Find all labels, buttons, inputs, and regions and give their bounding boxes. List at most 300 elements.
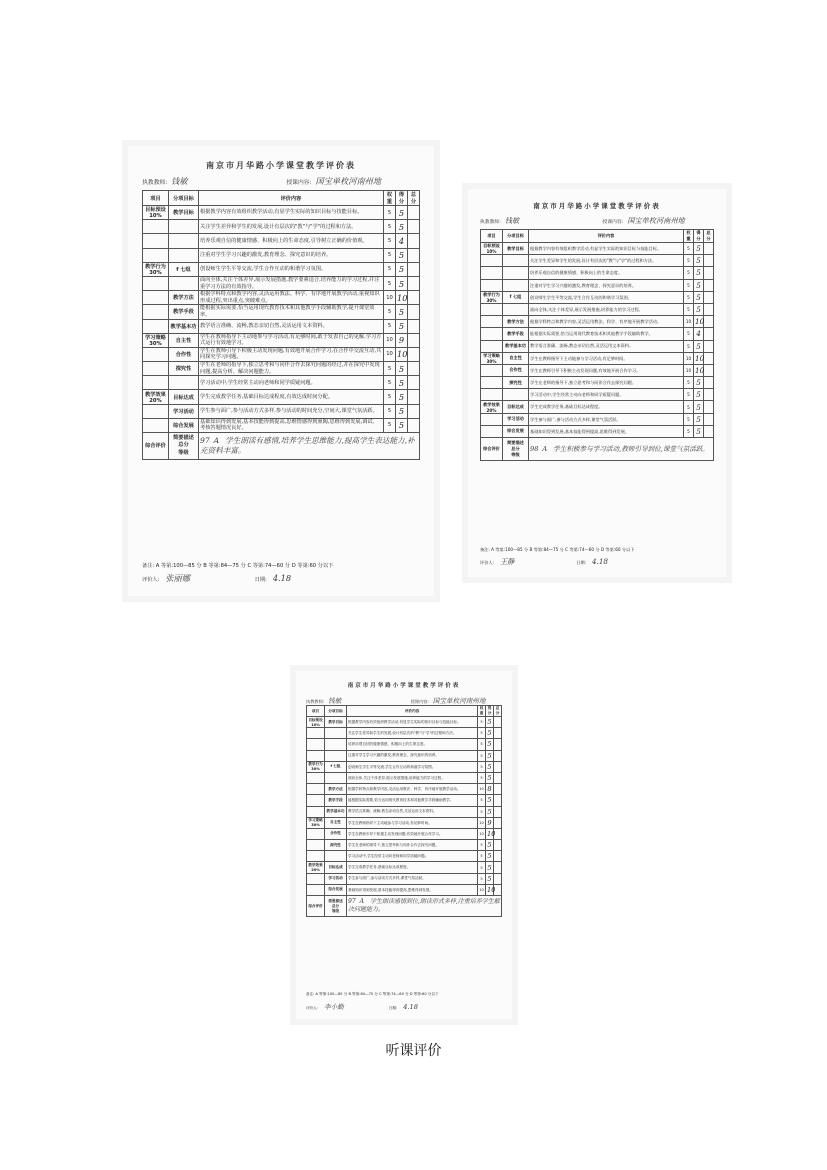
grading-notes: 备注: A 等第:100—85 分 B 等第:84—75 分 C 等第:74—60 分 D 等第:60 分以下 xyxy=(142,563,334,569)
table-row xyxy=(307,739,502,750)
criterion-text: 学生在教师引导下积极主动发现问题,有效地开展合作学习。 xyxy=(529,364,684,376)
table-row xyxy=(307,828,502,839)
score-cell: 5 xyxy=(396,262,408,276)
page-caption: 听课评价 xyxy=(385,1043,442,1059)
weight-cell: 5 xyxy=(684,401,694,413)
sub-objective-cell: 探究性 xyxy=(169,362,199,376)
score-cell: 10 xyxy=(695,353,705,363)
total-cell xyxy=(704,267,714,279)
criterion-text: 能根据实际需要,恰当运用现代教育技术和其他教学手段辅助教学,提升课堂效率。 xyxy=(199,305,384,319)
total-cell xyxy=(704,279,714,291)
evaluation-form-scan-1 xyxy=(122,140,440,602)
total-cell xyxy=(408,347,420,361)
reviewer-signature: 王静 xyxy=(499,557,515,566)
table-row xyxy=(143,362,420,376)
category-cell: 教学效果20% xyxy=(481,401,503,413)
score-cell: 5 xyxy=(694,401,704,413)
summary-labels xyxy=(325,896,347,917)
sub-objective-cell xyxy=(169,220,199,234)
sub-objective-cell: f 七组 xyxy=(169,262,199,276)
summary-label-total: 总分 xyxy=(331,903,340,908)
total-cell xyxy=(494,750,502,761)
weight-cell: 5 xyxy=(684,377,694,389)
paper-sheet xyxy=(468,189,726,577)
weight-cell: 5 xyxy=(478,739,486,750)
summary-row xyxy=(307,896,502,917)
sub-objective-cell: 综合发展 xyxy=(503,425,529,437)
category-cell xyxy=(307,851,325,862)
total-cell xyxy=(408,248,420,262)
weight-cell: 10 xyxy=(384,347,396,361)
table-row xyxy=(143,347,420,361)
column-header-content: 评价内容 xyxy=(529,230,684,243)
table-header-row xyxy=(481,230,714,243)
category-cell xyxy=(143,418,169,432)
total-score-written: 98 xyxy=(530,444,539,453)
comment-written: 学生朗读感情到位,朗读形式多样,注重培养学生解决问题能力。 xyxy=(348,898,500,914)
weight-cell: 5 xyxy=(478,795,486,806)
total-score-written: 97 xyxy=(348,898,356,906)
column-header-total: 总分 xyxy=(704,230,714,243)
score-cell: 5 xyxy=(396,248,408,262)
score-cell: 5 xyxy=(487,751,492,760)
weight-cell: 10 xyxy=(384,333,396,347)
teacher-name: 钱敏 xyxy=(171,176,188,186)
table-row xyxy=(307,750,502,761)
score-cell: 9 xyxy=(396,333,408,347)
score-cell: 5 xyxy=(694,291,704,303)
category-cell xyxy=(143,291,169,305)
score-cell: 5 xyxy=(694,267,704,279)
weight-cell: 5 xyxy=(684,243,694,255)
grading-notes: 备注: A 等第:100—85 分 B 等第:84—75 分 C 等第:74—60 分 D 等第:60 分以下 xyxy=(306,992,439,996)
criterion-text: 学生完成教学任务,基础目标达成程度,有效达成时间分配。 xyxy=(199,390,384,404)
total-cell xyxy=(494,728,502,739)
form-title: 南京市月华路小学课堂教学评价表 xyxy=(206,161,356,170)
criterion-text: 根据学科特点和教学内容,灵活运用教法、科学、有序地开展教学活动。 xyxy=(347,784,478,795)
criterion-text: 基础知识得到发展,基本技能得到提高,思维情感得到熏陶,思维得到发展,调试、考核答题情况良好。 xyxy=(199,418,384,432)
weight-cell: 5 xyxy=(684,255,694,267)
score-cell: 5 xyxy=(396,305,408,319)
total-cell xyxy=(408,362,420,376)
weight-cell: 10 xyxy=(684,316,694,328)
table-row xyxy=(307,784,502,795)
form-meta-line xyxy=(306,695,502,705)
total-cell xyxy=(494,717,502,728)
criterion-text: 学生在教师指导下主动地参与学习活动,有足够时间,敢于发表自己的见解,学习方式运行有效地学习。 xyxy=(199,333,384,347)
table-row xyxy=(481,425,714,437)
total-cell xyxy=(494,873,502,884)
score-cell: 5 xyxy=(694,413,704,425)
total-cell xyxy=(704,389,714,401)
total-cell xyxy=(408,376,420,390)
score-cell: 5 xyxy=(396,319,408,333)
sub-objective-cell xyxy=(169,276,199,290)
category-cell xyxy=(307,806,325,817)
sub-objective-cell: 自主性 xyxy=(169,333,199,347)
total-cell xyxy=(704,340,714,352)
total-cell xyxy=(704,316,714,328)
evaluation-table xyxy=(480,229,714,461)
teacher-label: 执教教师: xyxy=(306,698,325,704)
score-cell: 10 xyxy=(396,291,408,305)
summary-label-total: 总分 xyxy=(511,446,520,452)
category-cell: 目标预设10% xyxy=(481,243,503,255)
score-cell: 10 xyxy=(487,885,496,894)
column-header-item: 项目 xyxy=(143,191,169,206)
category-cell xyxy=(481,389,503,401)
category-cell xyxy=(481,425,503,437)
column-header-content: 评价内容 xyxy=(199,191,384,206)
score-cell: 5 xyxy=(694,303,704,315)
table-row xyxy=(143,206,420,220)
criterion-text: 能根据实际需要,恰当运用现代教育技术和其他教学手段辅助教学。 xyxy=(347,795,478,806)
criterion-text: 创设师生学生平等交流,学生合作互动的和谐学习氛围。 xyxy=(529,291,684,303)
category-cell xyxy=(481,377,503,389)
table-row xyxy=(143,234,420,248)
sub-objective-cell xyxy=(169,376,199,390)
weight-cell: 5 xyxy=(684,389,694,401)
table-row xyxy=(143,319,420,333)
column-header-sub: 分项目标 xyxy=(503,230,529,243)
criterion-text: 学生在教师引导下积极主动发现问题,有效地开展合作学习。 xyxy=(347,828,478,839)
criterion-text: 学习活动中,学生经常主动向老师和同学质疑问题。 xyxy=(529,389,684,401)
total-cell xyxy=(704,291,714,303)
evaluation-form-scan-3 xyxy=(290,665,518,1025)
criterion-text: 学生完成教学任务,基础目标达成程度。 xyxy=(347,862,478,873)
score-cell: 5 xyxy=(487,841,492,850)
criterion-text: 培养乐观自信的健康情感、积极向上的生命态度。 xyxy=(347,739,478,750)
grade-written: A xyxy=(542,444,548,453)
column-header-max: 权重 xyxy=(478,706,486,717)
sub-objective-cell xyxy=(325,739,347,750)
weight-cell: 5 xyxy=(384,248,396,262)
category-cell xyxy=(143,276,169,290)
score-cell: 5 xyxy=(487,774,492,783)
sub-objective-cell: f 七组 xyxy=(325,761,347,772)
column-header-score: 得分 xyxy=(486,706,494,717)
date-label: 日期: xyxy=(388,1006,398,1010)
form-footer xyxy=(142,562,420,584)
total-cell xyxy=(494,761,502,772)
weight-cell: 5 xyxy=(384,234,396,248)
weight-cell: 5 xyxy=(478,873,486,884)
total-cell xyxy=(408,220,420,234)
criterion-text: 关注学生差异和学生的发展,设计有层次的"教"与"学"的过程和方法。 xyxy=(199,220,384,234)
criterion-text: 根据教学内容有效组织教学活动,有显学生实际的知识目标与技能目标。 xyxy=(529,243,684,255)
sub-objective-cell: 探究性 xyxy=(325,840,347,851)
sub-objective-cell: 教学手段 xyxy=(169,305,199,319)
sub-objective-cell: 教学目标 xyxy=(325,717,347,728)
evaluation-table xyxy=(142,190,420,460)
topic-value: 国宝单枚河南州地 xyxy=(432,696,486,705)
paper-sheet xyxy=(128,146,434,596)
category-cell xyxy=(481,255,503,267)
score-cell: 10 xyxy=(396,347,408,361)
category-cell xyxy=(307,784,325,795)
category-cell xyxy=(307,728,325,739)
category-cell: 教学效果20% xyxy=(308,863,323,873)
criterion-text: 教学语言准确、流畅,教态亲切自然,灵活运用文本资料。 xyxy=(199,319,384,333)
total-cell xyxy=(408,404,420,418)
score-cell: 5 xyxy=(694,377,704,389)
weight-cell: 5 xyxy=(384,305,396,319)
summary-category: 综合评价 xyxy=(481,438,503,461)
summary-labels xyxy=(503,438,529,461)
sub-objective-cell: 合作性 xyxy=(503,364,529,376)
weight-cell: 5 xyxy=(478,750,486,761)
score-cell: 4 xyxy=(694,328,704,340)
table-header-row xyxy=(143,191,420,206)
sub-objective-cell: 教学方法 xyxy=(325,784,347,795)
table-row xyxy=(143,390,420,404)
score-cell: 5 xyxy=(487,729,492,738)
column-header-max: 权重 xyxy=(684,230,694,243)
category-cell xyxy=(481,364,503,376)
table-row xyxy=(307,884,502,895)
score-cell: 10 xyxy=(487,829,496,838)
total-cell xyxy=(704,352,714,364)
evaluation-table-wrap xyxy=(480,229,714,461)
category-cell xyxy=(481,279,503,291)
column-header-score: 得分 xyxy=(396,191,408,206)
table-row xyxy=(307,795,502,806)
table-row xyxy=(481,291,714,303)
weight-cell: 5 xyxy=(684,267,694,279)
weight-cell: 10 xyxy=(478,884,486,895)
table-row xyxy=(307,817,502,828)
table-row xyxy=(143,291,420,305)
weight-cell: 5 xyxy=(478,862,486,873)
table-row xyxy=(481,267,714,279)
teacher-name: 钱敏 xyxy=(328,696,342,705)
grade-written: A xyxy=(359,898,364,906)
category-cell xyxy=(143,220,169,234)
column-header-score: 得分 xyxy=(694,230,704,243)
form-meta-line xyxy=(480,216,714,226)
weight-cell: 5 xyxy=(684,425,694,437)
sub-objective-cell xyxy=(325,750,347,761)
criterion-text: 根据学科特点和教学内容,灵活运用教法、科学、有序地开展教学活动,重视知识形成过程,突出重点,突破难点。 xyxy=(199,291,384,305)
criterion-text: 学生参与面广,参与活动方式多样,课堂气氛活跃。 xyxy=(347,873,478,884)
weight-cell: 5 xyxy=(478,761,486,772)
criterion-text: 关注学生差异和学生的发展,设计有层次的"教"与"学"的过程和方法。 xyxy=(529,255,684,267)
sub-objective-cell: 合作性 xyxy=(325,828,347,839)
score-cell: 5 xyxy=(396,206,408,220)
topic-label: 授课内容: xyxy=(286,180,312,186)
weight-cell: 5 xyxy=(684,279,694,291)
criterion-text: 教学语言准确、流畅,教态亲切自然,灵活运用文本资料。 xyxy=(347,806,478,817)
category-cell xyxy=(307,772,325,783)
date-label: 日期: xyxy=(254,577,267,583)
criterion-text: 根据学科特点和教学内容,灵活运用教法、科学、有序地开展教学活动。 xyxy=(529,316,684,328)
form-title: 南京市月华路小学课堂教学评价表 xyxy=(533,202,661,210)
sub-objective-cell: 自主性 xyxy=(503,352,529,364)
weight-cell: 10 xyxy=(478,784,486,795)
table-row xyxy=(481,389,714,401)
total-cell xyxy=(408,262,420,276)
criterion-text: 学生参与面广,参与活动方式多样,课堂气氛活跃。 xyxy=(529,413,684,425)
category-cell xyxy=(143,376,169,390)
evaluation-table xyxy=(306,705,502,917)
criterion-text: 培养乐观自信的健康情感、积极向上的生命态度。 xyxy=(529,267,684,279)
topic-label: 授课内容: xyxy=(410,698,429,704)
table-row xyxy=(307,873,502,884)
criterion-text: 学生在教师引导下积极主动发现问题,有效地开展合作学习,在合作中交流互动,共同探究学习问题。 xyxy=(199,347,384,361)
total-cell xyxy=(704,243,714,255)
reviewer-label: 评价人: xyxy=(142,577,160,583)
category-cell: 教学行为30% xyxy=(308,762,323,772)
total-cell xyxy=(494,817,502,828)
score-cell: 5 xyxy=(694,425,704,437)
topic-label: 授课内容: xyxy=(602,219,624,225)
score-cell: 9 xyxy=(487,818,492,827)
weight-cell: 5 xyxy=(384,262,396,276)
sub-objective-cell: 学习活动 xyxy=(325,873,347,884)
total-cell xyxy=(408,390,420,404)
paper-sheet xyxy=(296,671,512,1019)
weight-cell: 10 xyxy=(684,364,694,376)
summary-category: 综合评价 xyxy=(143,433,169,460)
score-cell: 4 xyxy=(396,234,408,248)
score-cell: 5 xyxy=(487,718,492,727)
sub-objective-cell: 教学基本功 xyxy=(325,806,347,817)
sub-objective-cell: 探究性 xyxy=(503,377,529,389)
table-row xyxy=(307,772,502,783)
criterion-text: 面向全体,关注个体差异,展示发展措施,培养能力的学习过程。 xyxy=(347,772,478,783)
weight-cell: 5 xyxy=(684,303,694,315)
total-cell xyxy=(704,413,714,425)
category-cell xyxy=(481,316,503,328)
signature-line xyxy=(306,1001,502,1011)
weight-cell: 5 xyxy=(384,276,396,290)
table-row xyxy=(481,364,714,376)
date-value: 4.18 xyxy=(403,1003,418,1011)
criterion-text: 创设师生学生平等交流,学生合作互动的和谐学习氛围。 xyxy=(199,262,384,276)
sub-objective-cell: 综合发展 xyxy=(169,418,199,432)
criterion-text: 创设师生学生平等交流,学生合作互动的和谐学习氛围。 xyxy=(347,761,478,772)
form-footer xyxy=(480,547,714,567)
category-cell xyxy=(307,840,325,851)
weight-cell: 5 xyxy=(384,362,396,376)
weight-cell: 10 xyxy=(384,291,396,305)
table-row xyxy=(481,340,714,352)
summary-row xyxy=(481,438,714,461)
table-row xyxy=(481,316,714,328)
criterion-text: 能根据实际需要,恰当运用现代教育技术和其他教学手段辅助教学。 xyxy=(529,328,684,340)
comment-written: 学生积极参与学习活动,教师引导到位,课堂气氛活跃。 xyxy=(553,444,710,453)
score-cell: 5 xyxy=(487,740,492,749)
sub-objective-cell xyxy=(325,772,347,783)
table-row xyxy=(307,806,502,817)
sub-objective-cell: 教学手段 xyxy=(503,328,529,340)
column-header-item: 项目 xyxy=(307,706,325,717)
criterion-text: 学生参与面广,参与活动方式多样,参与活动的时间充分,空间大,课堂气氛活跃。 xyxy=(199,404,384,418)
score-cell: 5 xyxy=(694,340,704,352)
table-row xyxy=(143,404,420,418)
summary-label-desc: 简要描述 xyxy=(328,898,343,903)
score-cell: 5 xyxy=(396,418,408,432)
weight-cell: 5 xyxy=(384,220,396,234)
weight-cell: 5 xyxy=(478,806,486,817)
total-score-written: 97 xyxy=(200,436,210,446)
score-cell: 5 xyxy=(396,404,408,418)
total-cell xyxy=(408,206,420,220)
sub-objective-cell xyxy=(169,234,199,248)
reviewer-signature: 张丽娜 xyxy=(165,573,190,583)
comment-written: 学生朗读有感情,培养学生思维能力,提高学生表达能力,补充资料丰富。 xyxy=(200,436,415,455)
weight-cell: 5 xyxy=(384,376,396,390)
teacher-label: 执教教师: xyxy=(142,180,168,186)
sub-objective-cell xyxy=(503,389,529,401)
table-row xyxy=(481,279,714,291)
sub-objective-cell xyxy=(503,267,529,279)
column-header-sub: 分项目标 xyxy=(325,706,347,717)
score-cell: 5 xyxy=(396,376,408,390)
total-cell xyxy=(704,425,714,437)
form-footer xyxy=(306,992,502,1011)
category-cell xyxy=(307,750,325,761)
category-cell xyxy=(307,873,325,884)
sub-objective-cell: f 七组 xyxy=(503,291,529,303)
criterion-text: 基础知识得到发展,基本技能得到提高,思维得到发展。 xyxy=(529,425,684,437)
table-row xyxy=(307,862,502,873)
category-cell: 学习策略30% xyxy=(143,333,169,347)
category-cell xyxy=(143,319,169,333)
category-cell: 学习策略30% xyxy=(481,352,503,364)
summary-row xyxy=(143,433,420,460)
weight-cell: 5 xyxy=(384,418,396,432)
reviewer-signature: 李小勤 xyxy=(324,1003,344,1011)
score-cell: 10 xyxy=(695,365,705,375)
total-cell xyxy=(408,234,420,248)
category-cell xyxy=(481,413,503,425)
date-value: 4.18 xyxy=(591,557,608,566)
summary-label-grade: 等级 xyxy=(511,452,520,458)
reviewer-label: 评价人: xyxy=(306,1006,318,1010)
grading-notes: 备注: A 等第:100—85 分 B 等第:84—75 分 C 等第:74—60 分 D 等第:60 分以下 xyxy=(480,547,635,552)
topic-value: 国宝单枚河南州地 xyxy=(627,215,685,225)
weight-cell: 5 xyxy=(384,319,396,333)
score-cell: 5 xyxy=(694,389,704,401)
column-header-max: 权重 xyxy=(384,191,396,206)
table-row xyxy=(481,377,714,389)
total-cell xyxy=(408,418,420,432)
criterion-text: 培养乐观自信的健康情感、积极向上的生命态度,引导树立正确的价值观。 xyxy=(199,234,384,248)
evaluation-table-wrap xyxy=(142,190,420,460)
category-cell xyxy=(307,795,325,806)
weight-cell: 5 xyxy=(684,328,694,340)
column-header-sub: 分项目标 xyxy=(169,191,199,206)
table-row xyxy=(143,333,420,347)
weight-cell: 5 xyxy=(684,340,694,352)
date-value: 4.18 xyxy=(272,573,292,583)
category-cell xyxy=(481,267,503,279)
criterion-text: 注重对学生学习兴趣的激发,教育理念、探究意识的培养。 xyxy=(199,248,384,262)
criterion-text: 面向全体,关注个体差异,展示发展措施,教学要素适合,培养能力的学习过程,并注重学习方法的有效指导。 xyxy=(199,276,384,290)
weight-cell: 5 xyxy=(684,413,694,425)
total-cell xyxy=(408,319,420,333)
total-cell xyxy=(408,276,420,290)
category-cell: 目标预设10% xyxy=(143,206,169,220)
total-cell xyxy=(494,784,502,795)
category-cell xyxy=(143,234,169,248)
total-cell xyxy=(704,255,714,267)
criterion-text: 根据教学内容有效组织教学活动,有显学生实际的知识目标与技能目标。 xyxy=(199,206,384,220)
category-cell: 教学行为30% xyxy=(481,291,503,303)
weight-cell: 10 xyxy=(478,817,486,828)
table-row xyxy=(307,717,502,728)
